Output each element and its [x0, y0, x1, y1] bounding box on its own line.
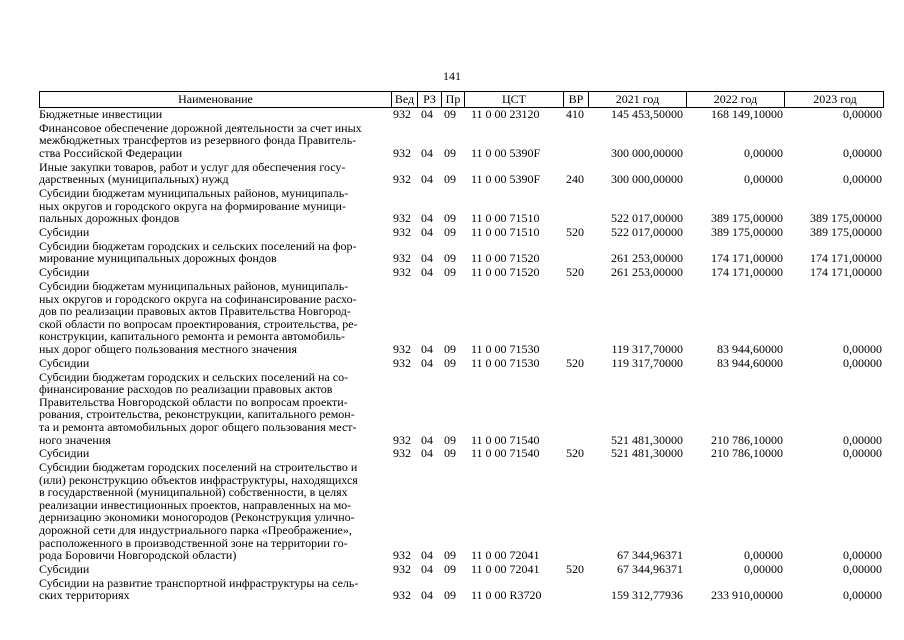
row-name-line: дорожной сети для индустриального парка «Преображение», [39, 523, 352, 538]
row-name [39, 447, 388, 460]
row-name [39, 122, 388, 160]
cell-2022: 0,00000 [744, 145, 783, 160]
cell-2023: 0,00000 [843, 446, 882, 461]
row-name-line: Субсидии [39, 562, 90, 577]
cell-pr: 09 [444, 145, 456, 160]
table-row [39, 563, 884, 576]
row-name-line: Иные закупки товаров, работ и услуг для обеспечения госу- [39, 159, 346, 174]
table-row [39, 108, 884, 121]
cell-2021: 261 253,00000 [611, 265, 683, 280]
cell-vr: 520 [566, 225, 584, 240]
cell-ved: 932 [393, 588, 411, 603]
cell-rz: 04 [421, 145, 433, 160]
cell-ved: 932 [393, 211, 411, 226]
table-row [39, 122, 884, 160]
row-name-line: Субсидии [39, 446, 90, 461]
row-name-line: дернизацию экономики моногородов (Реконструкция улично- [39, 510, 355, 525]
cell-2023: 0,00000 [843, 342, 882, 356]
header-pr: Пр [441, 92, 464, 107]
cell-2021: 67 344,96371 [617, 548, 683, 563]
row-name [39, 240, 388, 265]
cell-2021: 145 453,50000 [611, 107, 683, 121]
cell-rz: 04 [421, 251, 433, 266]
row-name-line: ских территориях [39, 588, 130, 603]
row-name-line: Субсидии [39, 355, 90, 370]
cell-ved: 932 [393, 225, 411, 240]
header-2022: 2022 год [686, 92, 784, 107]
row-name-line: расположенного в производственной зоне на территории го- [39, 535, 348, 550]
cell-ved: 932 [393, 265, 411, 280]
cell-vr: 520 [566, 265, 584, 280]
table-row [39, 371, 884, 447]
cell-2021: 159 312,77936 [611, 588, 683, 603]
cell-cst: 11 0 00 5390F [471, 145, 541, 160]
row-name [39, 161, 388, 186]
cell-2022: 210 786,10000 [711, 446, 783, 461]
cell-2022: 210 786,10000 [711, 432, 783, 447]
cell-rz: 04 [421, 432, 433, 447]
cell-2022: 0,00000 [744, 548, 783, 563]
cell-cst: 11 0 00 5390F [471, 172, 541, 187]
cell-cst: 11 0 00 71530 [471, 355, 540, 370]
row-name-line: Субсидии бюджетам городских поселений на строительство и [39, 460, 358, 475]
row-name-line: рования, строительства, реконструкции, капитального ремон- [39, 407, 355, 422]
table-row [39, 280, 884, 356]
cell-cst: 11 0 00 R3720 [471, 588, 542, 603]
cell-2023: 389 175,00000 [810, 225, 882, 240]
row-name-line: ных округов и городского округа на формирование муници- [39, 198, 346, 213]
table-row [39, 161, 884, 186]
page-number: 141 [443, 69, 461, 83]
cell-2022: 0,00000 [744, 562, 783, 577]
row-name-line: Правительства Новгородской области по вопросам проекти- [39, 394, 348, 409]
cell-2022: 168 149,10000 [711, 107, 783, 121]
cell-pr: 09 [444, 562, 456, 577]
cell-vr: 520 [566, 446, 584, 461]
cell-ved: 932 [393, 342, 411, 356]
row-name-line: пальных дорожных фондов [39, 211, 180, 226]
row-name [39, 577, 388, 602]
cell-2023: 0,00000 [843, 432, 882, 447]
cell-2021: 300 000,00000 [611, 172, 683, 187]
row-name-line: реализации инвестиционных проектов, направленных на мо- [39, 497, 352, 512]
cell-ved: 932 [393, 107, 411, 121]
row-name-line: Субсидии бюджетам муниципальных районов, муниципаль- [39, 279, 349, 294]
cell-pr: 09 [444, 588, 456, 603]
cell-pr: 09 [444, 446, 456, 461]
row-name-line: Финансовое обеспечение дорожной деятельности за счет иных [39, 120, 362, 135]
cell-2023: 174 171,00000 [810, 251, 882, 266]
cell-ved: 932 [393, 251, 411, 266]
row-name-line: Субсидии [39, 225, 90, 240]
cell-2023: 389 175,00000 [810, 211, 882, 226]
cell-rz: 04 [421, 355, 433, 370]
row-name [39, 461, 388, 562]
cell-ved: 932 [393, 548, 411, 563]
cell-ved: 932 [393, 145, 411, 160]
table-row [39, 357, 884, 370]
cell-pr: 09 [444, 432, 456, 447]
header-rz: РЗ [417, 92, 441, 107]
cell-rz: 04 [421, 562, 433, 577]
header-2023: 2023 год [784, 92, 885, 107]
row-name-line: ства Российской Федерации [39, 145, 183, 160]
cell-vr: 240 [566, 172, 584, 187]
row-name-line: межбюджетных трансфертов из резервного фонда Правитель- [39, 133, 357, 148]
cell-pr: 09 [444, 251, 456, 266]
cell-2023: 174 171,00000 [810, 265, 882, 280]
table-row [39, 266, 884, 279]
table-row [39, 226, 884, 239]
cell-ved: 932 [393, 172, 411, 187]
cell-2022: 83 944,60000 [717, 355, 783, 370]
cell-2022: 233 910,00000 [711, 588, 783, 603]
cell-2023: 0,00000 [843, 355, 882, 370]
row-name-line: ных округов и городского округа на софинансирование расхо- [39, 291, 357, 306]
header-ved: Вед [391, 92, 417, 107]
cell-ved: 932 [393, 562, 411, 577]
cell-cst: 11 0 00 23120 [471, 107, 540, 121]
row-name [39, 563, 388, 576]
cell-rz: 04 [421, 107, 433, 121]
cell-2021: 67 344,96371 [617, 562, 683, 577]
cell-ved: 932 [393, 432, 411, 447]
row-name-line: Субсидии бюджетам городских и сельских поселений на со- [39, 369, 349, 384]
cell-2021: 521 481,30000 [611, 446, 683, 461]
cell-rz: 04 [421, 211, 433, 226]
cell-cst: 11 0 00 72041 [471, 548, 540, 563]
cell-cst: 11 0 00 71520 [471, 265, 540, 280]
cell-pr: 09 [444, 548, 456, 563]
row-name-line: финансирование расходов по реализации правовых актов [39, 382, 333, 397]
cell-2023: 0,00000 [843, 562, 882, 577]
row-name-line: ской области по вопросам проектирования, строительства, ре- [39, 316, 358, 331]
header-cst: ЦСТ [464, 92, 563, 107]
table-row [39, 447, 884, 460]
cell-pr: 09 [444, 342, 456, 356]
cell-cst: 11 0 00 72041 [471, 562, 540, 577]
cell-2021: 119 317,70000 [611, 342, 683, 356]
cell-rz: 04 [421, 588, 433, 603]
cell-rz: 04 [421, 548, 433, 563]
cell-2022: 174 171,00000 [711, 265, 783, 280]
cell-2021: 261 253,00000 [611, 251, 683, 266]
cell-cst: 11 0 00 71540 [471, 432, 540, 447]
row-name-line: Субсидии бюджетам муниципальных районов, муниципаль- [39, 186, 349, 201]
row-name-line: Субсидии [39, 265, 90, 280]
cell-cst: 11 0 00 71540 [471, 446, 540, 461]
row-name [39, 280, 388, 356]
row-name-line: дов по реализации правовых актов Правительства Новгород- [39, 304, 351, 319]
cell-cst: 11 0 00 71520 [471, 251, 540, 266]
row-name-line: Бюджетные инвестиции [39, 107, 163, 121]
row-name-line: в государственной (муниципальной) собственности, в целях [39, 485, 348, 500]
table-body [39, 108, 884, 602]
row-name [39, 187, 388, 225]
cell-ved: 932 [393, 355, 411, 370]
cell-pr: 09 [444, 225, 456, 240]
cell-cst: 11 0 00 71510 [471, 225, 540, 240]
table-row [39, 461, 884, 562]
cell-pr: 09 [444, 107, 456, 121]
row-name-line: ного значения [39, 432, 111, 447]
cell-rz: 04 [421, 172, 433, 187]
header-vr: ВР [563, 92, 588, 107]
cell-cst: 11 0 00 71530 [471, 342, 540, 356]
cell-rz: 04 [421, 265, 433, 280]
table-header [39, 91, 884, 108]
cell-2021: 300 000,00000 [611, 145, 683, 160]
cell-pr: 09 [444, 355, 456, 370]
row-name-line: мирование муниципальных дорожных фондов [39, 251, 277, 266]
row-name-line: (или) реконструкцию объектов инфраструктуры, находящихся [39, 472, 358, 487]
cell-2023: 0,00000 [843, 548, 882, 563]
cell-2022: 174 171,00000 [711, 251, 783, 266]
header-2021: 2021 год [588, 92, 686, 107]
cell-vr: 520 [566, 355, 584, 370]
cell-pr: 09 [444, 265, 456, 280]
table-row [39, 577, 884, 602]
table-row [39, 187, 884, 225]
cell-vr: 410 [566, 107, 584, 121]
cell-2022: 83 944,60000 [717, 342, 783, 356]
cell-2022: 389 175,00000 [711, 211, 783, 226]
header-name: Наименование [178, 92, 253, 106]
row-name-line: конструкции, капитального ремонта и ремонта автомобиль- [39, 329, 345, 344]
cell-2023: 0,00000 [843, 172, 882, 187]
cell-2021: 119 317,70000 [611, 355, 683, 370]
cell-ved: 932 [393, 446, 411, 461]
cell-cst: 11 0 00 71510 [471, 211, 540, 226]
cell-rz: 04 [421, 446, 433, 461]
cell-pr: 09 [444, 211, 456, 226]
row-name-line: ных дорог общего пользования местного значения [39, 342, 297, 356]
cell-pr: 09 [444, 172, 456, 187]
cell-rz: 04 [421, 225, 433, 240]
cell-2023: 0,00000 [843, 588, 882, 603]
cell-2021: 522 017,00000 [611, 211, 683, 226]
cell-2023: 0,00000 [843, 107, 882, 121]
cell-2021: 522 017,00000 [611, 225, 683, 240]
row-name-line: дарственных (муниципальных) нужд [39, 172, 229, 187]
row-name-line: та и ремонта автомобильных дорог общего пользования мест- [39, 419, 357, 434]
cell-2022: 0,00000 [744, 172, 783, 187]
row-name-line: рода Боровичи Новгородской области) [39, 548, 237, 563]
row-name-line: Субсидии бюджетам городских и сельских поселений на фор- [39, 238, 357, 253]
cell-2023: 0,00000 [843, 145, 882, 160]
table-row [39, 240, 884, 265]
cell-rz: 04 [421, 342, 433, 356]
row-name [39, 108, 388, 121]
row-name [39, 226, 388, 239]
cell-vr: 520 [566, 562, 584, 577]
row-name [39, 357, 388, 370]
row-name-line: Субсидии на развитие транспортной инфраструктуры на сель- [39, 575, 359, 590]
row-name [39, 266, 388, 279]
cell-2021: 521 481,30000 [611, 432, 683, 447]
cell-2022: 389 175,00000 [711, 225, 783, 240]
row-name [39, 371, 388, 447]
